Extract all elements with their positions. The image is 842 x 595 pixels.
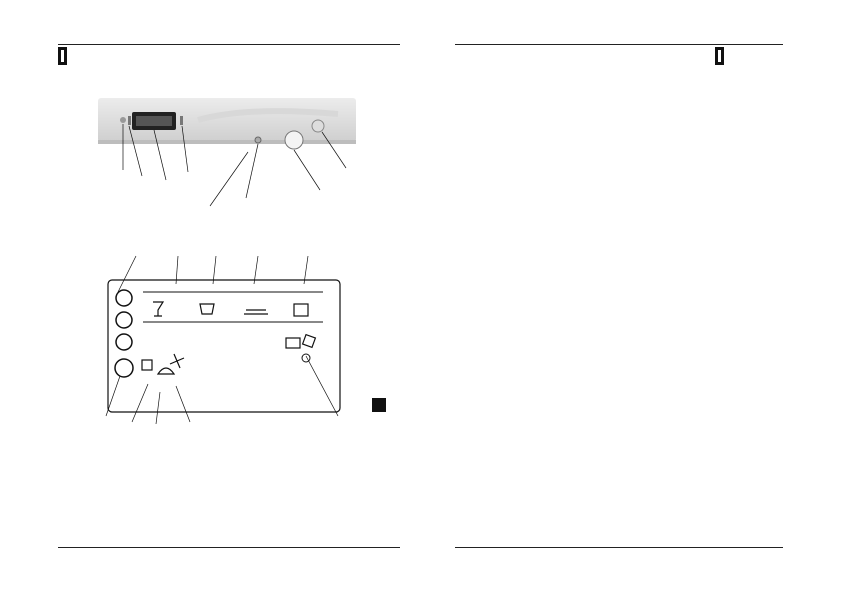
timer-button — [128, 116, 131, 125]
header-rule — [455, 44, 783, 45]
right-page — [421, 0, 842, 595]
start-program-button — [120, 117, 126, 123]
footer-rule — [455, 547, 783, 548]
lcd-display-figure — [98, 244, 368, 434]
basket-button — [180, 116, 183, 125]
header-logo — [58, 47, 70, 65]
display-segments — [136, 116, 172, 126]
header-rule — [58, 44, 400, 45]
logo-mark-icon — [58, 47, 67, 65]
footer-rule — [58, 547, 400, 548]
header-logo — [715, 47, 727, 65]
start-reset-button — [255, 137, 261, 143]
control-panel-figure — [98, 96, 356, 216]
power-button — [312, 120, 324, 132]
lcd-frame — [108, 280, 340, 412]
logo-mark-icon — [715, 47, 724, 65]
figure-number-badge — [372, 398, 386, 412]
panel-edge — [98, 140, 356, 144]
program-knob — [285, 131, 303, 149]
